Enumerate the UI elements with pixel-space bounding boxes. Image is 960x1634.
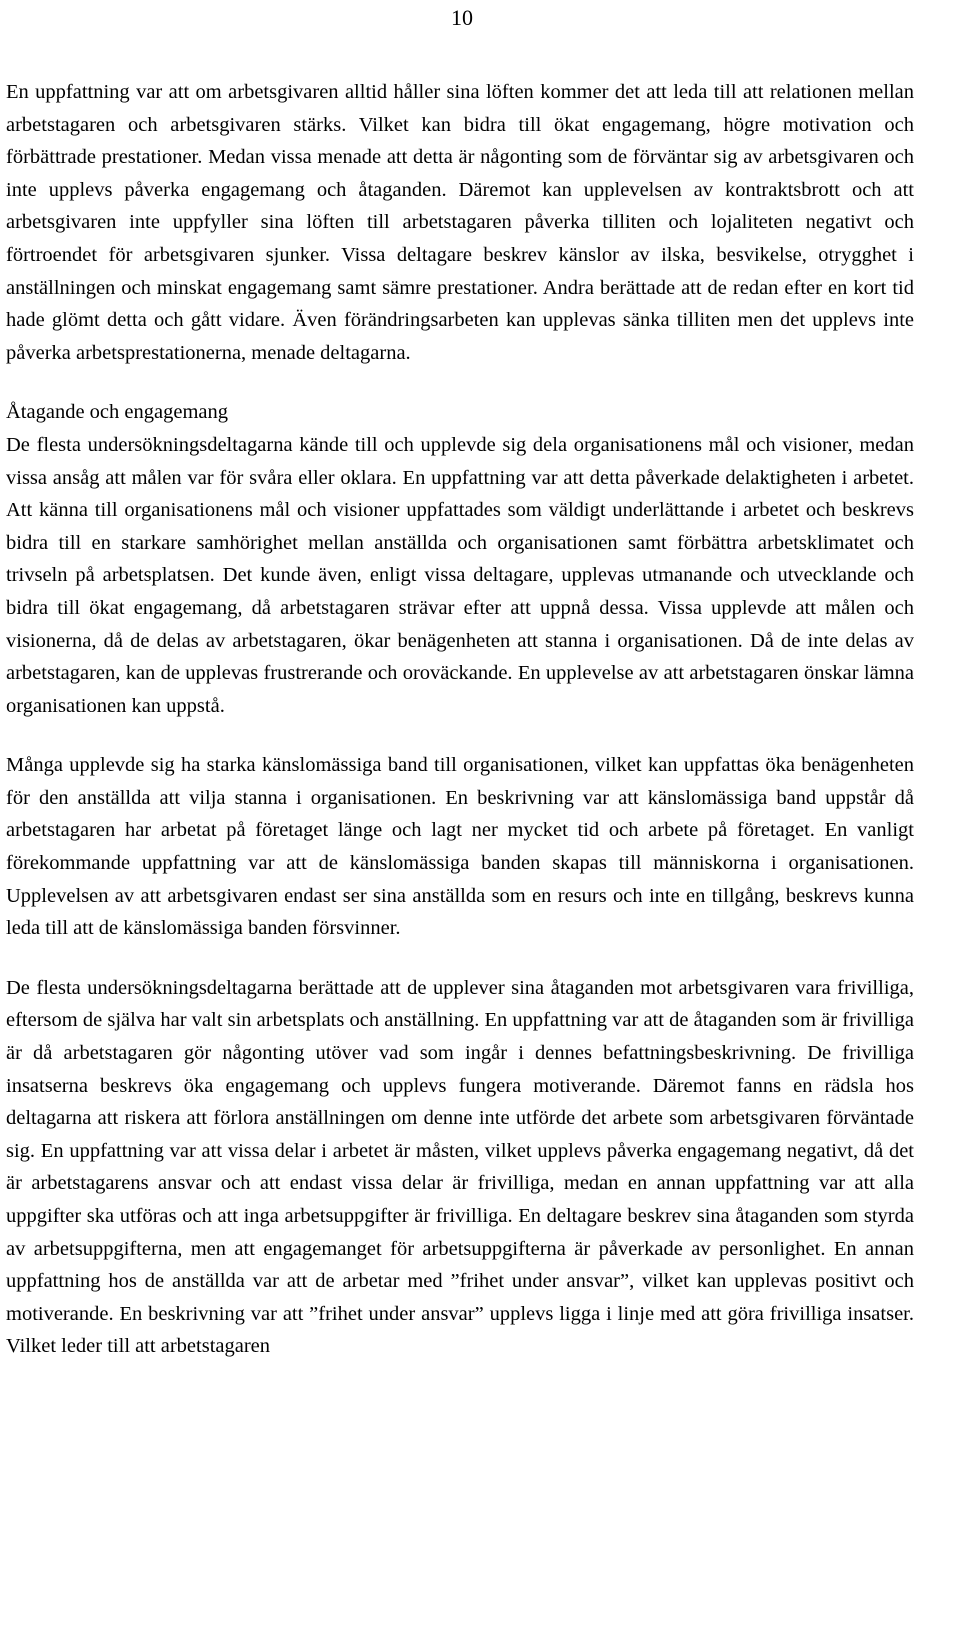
paragraph-section-3: De flesta undersökningsdeltagarna berättade att de upplever sina åtaganden mot arbetsgivaren vara frivilliga, eftersom de själva har valt sin arbetsplats och anställning. En uppfattning var att de åtaganden som är frivilliga är då arbetstagaren gör någonting utöver vad som ingår i dennes befattningsbeskrivning. De frivilliga insatserna beskrevs öka engagemang och upplevs fungera motiverande. Däremot fanns en rädsla hos deltagarna att riskera att förlora anställningen om denne inte utförde det arbete som arbetsgivaren förväntade sig. En uppfattning var att vissa delar i arbetet är måsten, vilket upplevs påverka engagemang negativt, då det är arbetstagarens ansvar och att endast vissa delar är frivilliga, medan en annan uppfattning var att alla uppgifter ska utföras och att inga arbetsuppgifter är frivilliga. En deltagare beskrev sina åtaganden som styrda av arbetsuppgifterna, men att engagemanget för arbetsuppgifterna är påverkade av personlighet. En annan uppfattning hos de anställda var att de arbetar med ”frihet under ansvar”, vilket kan upplevas positivt och motiverande. En beskrivning var att ”frihet under ansvar” upplevs ligga i linje med att göra frivilliga insatser. Vilket leder till att arbetstagaren bbox=[6, 976, 914, 1358]
document-body bbox=[6, 76, 914, 1390]
paragraph-section-2: Många upplevde sig ha starka känslomässiga band till organisationen, vilket kan uppfattas öka benägenheten för den anställda att vilja stanna i organisationen. En beskrivning var att känslomässiga band uppstår då arbetstagaren har arbetat på företaget länge och lagt ner mycket tid och arbete på företaget. En vanligt förekommande uppfattning var att de känslomässiga banden skapas till människorna i organisationen. Upplevelsen av att arbetsgivaren endast ser sina anställda som en resurs och inte en tillgång, beskrevs kunna leda till att de känslomässiga banden försvinner. bbox=[6, 754, 914, 940]
page-number: 10 bbox=[451, 5, 473, 30]
section-heading: Åtagande och engagemang bbox=[6, 401, 228, 424]
paragraph-intro: En uppfattning var att om arbetsgivaren alltid håller sina löften kommer det att leda till att relationen mellan arbetstagaren och arbetsgivaren stärks. Vilket kan bidra till ökat engagemang, högre motivation och förbättrade prestationer. Medan vissa menade att detta är någonting som de förväntar sig av arbetsgivaren och inte upplevs påverka engagemang och åtaganden. Däremot kan upplevelsen av kontraktsbrott och att arbetsgivaren inte uppfyller sina löften till arbetstagaren påverka tilliten och lojaliteten negativt och förtroendet för arbetsgivaren sjunker. Vissa deltagare beskrev känslor av ilska, besvikelse, otrygghet i anställningen och minskat engagemang samt sämre prestationer. Andra berättade att de redan efter en kort tid hade glömt detta och gått vidare. Även förändringsarbeten kan upplevas sänka tilliten men det upplevs inte påverka arbetsprestationerna, menade deltagarna. bbox=[6, 81, 914, 364]
paragraph-section-1: De flesta undersökningsdeltagarna kände till och upplevde sig dela organisationens mål och visioner, medan vissa ansåg att målen var för svåra eller oklara. En uppfattning var att detta påverkade delaktigheten i arbetet. Att känna till organisationens mål och visioner uppfattades som väldigt underlättande i arbetet och beskrevs bidra till en starkare samhörighet mellan anställda och organisationen samt förbättra arbetsklimatet och trivseln på arbetsplatsen. Det kunde även, enligt vissa deltagare, upplevas utmanande och utvecklande och bidra till ökat engagemang, då arbetstagaren strävar efter att uppnå dessa. Vissa upplevde att målen och visionerna, då de delas av arbetstagaren, ökar benägenheten att stanna i organisationen. Då de inte delas av arbetstagaren, kan de upplevas frustrerande och oroväckande. En upplevelse av att arbetstagaren önskar lämna organisationen kan uppstå. bbox=[6, 433, 914, 717]
